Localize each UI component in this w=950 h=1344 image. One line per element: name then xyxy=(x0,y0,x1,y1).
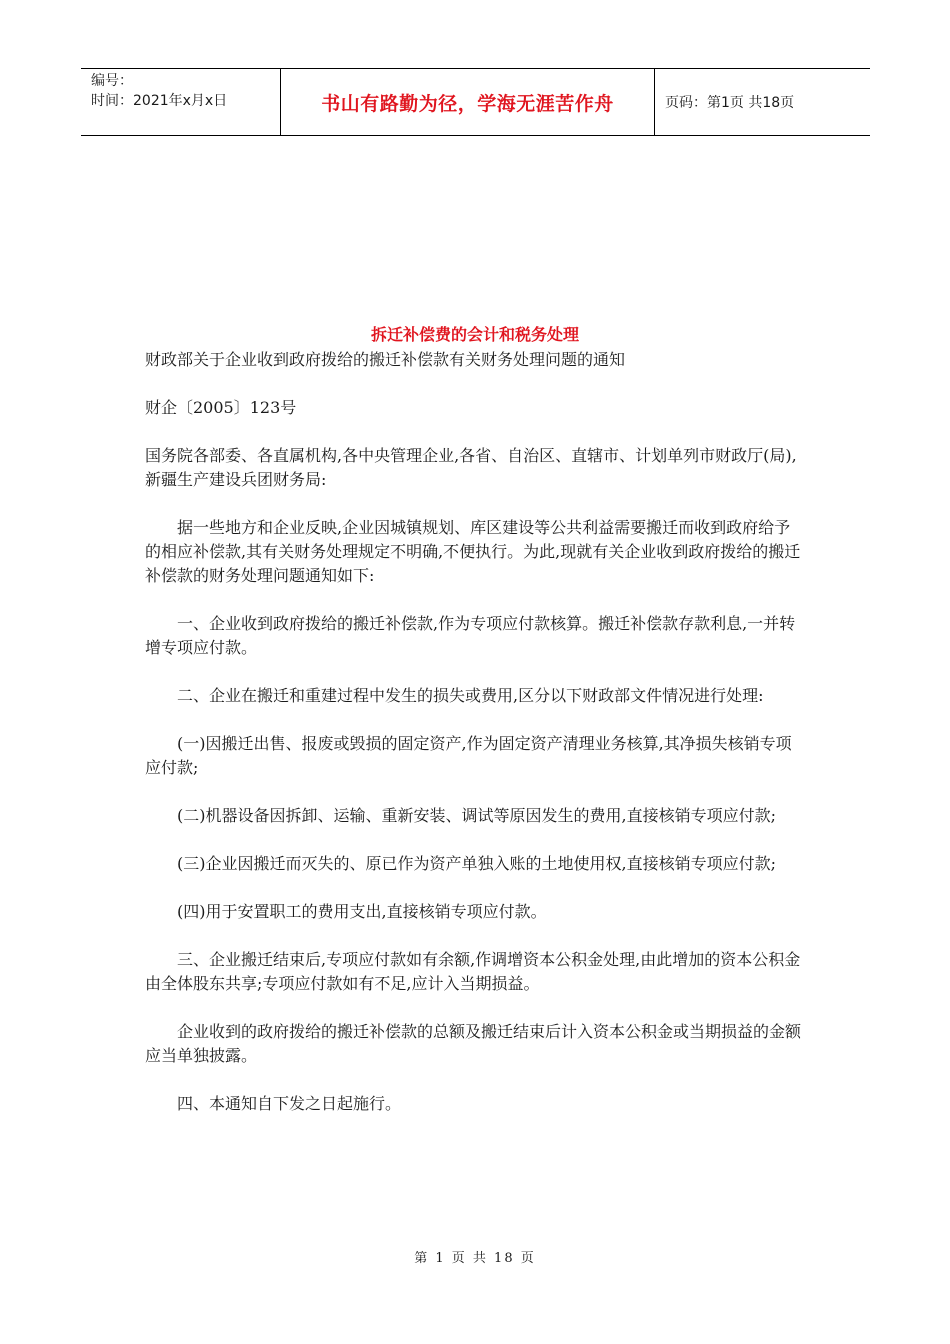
paragraph-sub-1: (一)因搬迁出售、报废或毁损的固定资产,作为固定资产清理业务核算,其净损失核销专项应付款; xyxy=(145,734,792,777)
paragraph-item-1: 一、企业收到政府拨给的搬迁补偿款,作为专项应付款核算。搬迁补偿款存款利息,一并转增专项应付款。 xyxy=(145,614,796,657)
page-footer: 第 1 页 共 18 页 xyxy=(414,1251,536,1266)
header-page-number: 页码：第1页 共18页 xyxy=(665,95,795,111)
paragraph-recipients: 国务院各部委、各直属机构,各中央管理企业,各省、自治区、直辖市、计划单列市财政厅(局),新疆生产建设兵团财务局: xyxy=(145,446,797,489)
paragraph-intro: 据一些地方和企业反映,企业因城镇规划、库区建设等公共利益需要搬迁而收到政府给予的相应补偿款,其有关财务处理规定不明确,不便执行。为此,现就有关企业收到政府拨给的搬迁补偿款的财务处理问题通知如下: xyxy=(145,518,801,585)
paragraph-sub-3: (三)企业因搬迁而灭失的、原已作为资产单独入账的土地使用权,直接核销专项应付款; xyxy=(177,854,776,873)
document-body xyxy=(145,348,805,1140)
document-title: 拆迁补偿费的会计和税务处理 xyxy=(370,325,579,344)
header-meta xyxy=(81,69,281,135)
page-header xyxy=(81,68,870,136)
paragraph-item-2: 二、企业在搬迁和重建过程中发生的损失或费用,区分以下财政部文件情况进行处理: xyxy=(177,686,764,705)
header-slogan: 书山有路勤为径，学海无涯苦作舟 xyxy=(281,69,655,135)
paragraph-item-3: 三、企业搬迁结束后,专项应付款如有余额,作调增资本公积金处理,由此增加的资本公积金由全体股东共享;专项应付款如有不足,应计入当期损益。 xyxy=(145,950,801,993)
paragraph-notice-title: 财政部关于企业收到政府拨给的搬迁补偿款有关财务处理问题的通知 xyxy=(145,350,626,369)
paragraph-sub-2: (二)机器设备因拆卸、运输、重新安装、调试等原因发生的费用,直接核销专项应付款; xyxy=(177,806,776,825)
paragraph-item-4: 四、本通知自下发之日起施行。 xyxy=(177,1094,402,1113)
paragraph-disclosure: 企业收到的政府拨给的搬迁补偿款的总额及搬迁结束后计入资本公积金或当期损益的金额应当单独披露。 xyxy=(145,1022,802,1065)
header-number: 编号： xyxy=(91,73,133,89)
paragraph-doc-number: 财企〔2005〕123号 xyxy=(145,398,297,417)
paragraph-sub-4: (四)用于安置职工的费用支出,直接核销专项应付款。 xyxy=(177,902,547,921)
header-time: 时间：2021年x月x日 xyxy=(91,93,228,109)
